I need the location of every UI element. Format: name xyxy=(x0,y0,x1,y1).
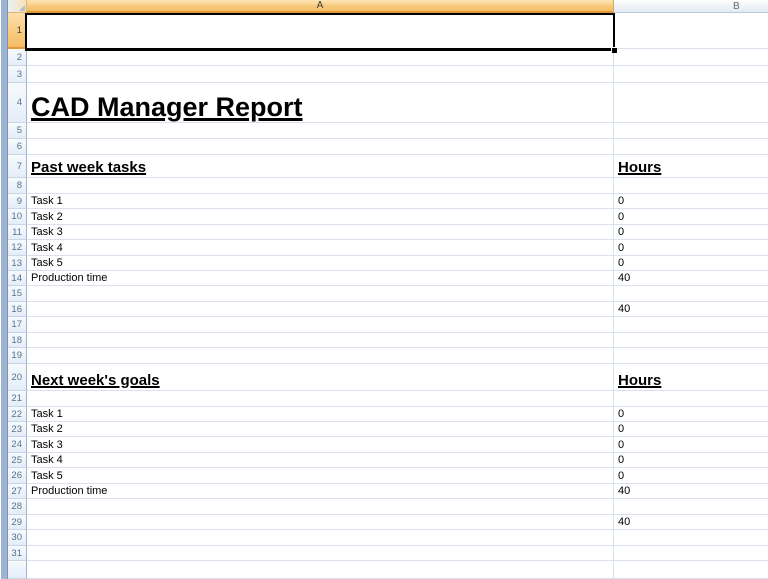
cell-A29[interactable] xyxy=(27,515,614,530)
row-32 xyxy=(8,561,768,579)
row-header-2[interactable]: 2 xyxy=(8,49,27,66)
cell-B11-text: 0 xyxy=(618,226,625,238)
row-21 xyxy=(8,391,768,407)
cell-A9-text: Task 1 xyxy=(31,195,63,207)
cell-A7[interactable] xyxy=(27,155,614,178)
row-23 xyxy=(8,422,768,437)
row-header-23[interactable]: 23 xyxy=(8,422,27,437)
row-header-5[interactable]: 5 xyxy=(8,123,27,139)
selection-border[interactable] xyxy=(25,13,615,51)
rows-container xyxy=(8,13,768,579)
row-14 xyxy=(8,271,768,286)
cell-B25[interactable] xyxy=(614,453,768,468)
column-header-B-label: B xyxy=(733,1,740,12)
cell-A7-text: Past week tasks xyxy=(31,158,147,176)
row-header-17[interactable]: 17 xyxy=(8,317,27,333)
row-header-4[interactable]: 4 xyxy=(8,83,27,123)
cell-A25[interactable] xyxy=(27,453,614,468)
cell-B20-text: Hours xyxy=(618,371,662,389)
cell-B25-text: 0 xyxy=(618,454,625,466)
cell-A27-text: Production time xyxy=(31,485,108,497)
cell-B12-text: 0 xyxy=(618,242,625,254)
cell-A13[interactable] xyxy=(27,256,614,271)
row-header-10[interactable]: 10 xyxy=(8,209,27,225)
row-header-14[interactable]: 14 xyxy=(8,271,27,286)
cell-A19[interactable] xyxy=(27,348,614,364)
cell-A24-text: Task 3 xyxy=(31,439,63,451)
cell-B15[interactable] xyxy=(614,286,768,302)
row-header-21[interactable]: 21 xyxy=(8,391,27,407)
cell-A31[interactable] xyxy=(27,546,614,561)
cell-A9[interactable] xyxy=(27,194,614,209)
cell-B23-text: 0 xyxy=(618,423,625,435)
cell-B16-text: 40 xyxy=(618,303,631,315)
cell-B14-text: 40 xyxy=(618,272,631,284)
cell-B10-text: 0 xyxy=(618,211,625,223)
cell-B4[interactable] xyxy=(614,83,768,123)
cell-A10-text: Task 2 xyxy=(31,211,63,223)
cell-B3[interactable] xyxy=(614,66,768,83)
row-17 xyxy=(8,317,768,333)
cell-A23[interactable] xyxy=(27,422,614,437)
cell-B28[interactable] xyxy=(614,499,768,515)
window-frame-strip xyxy=(0,0,8,579)
cell-A25-text: Task 4 xyxy=(31,454,63,466)
row-11 xyxy=(8,225,768,240)
cell-A15[interactable] xyxy=(27,286,614,302)
cell-B19[interactable] xyxy=(614,348,768,364)
cell-B9[interactable] xyxy=(614,194,768,209)
cell-A14-text: Production time xyxy=(31,272,108,284)
row-8 xyxy=(8,178,768,194)
cell-A22[interactable] xyxy=(27,407,614,422)
cell-A14[interactable] xyxy=(27,271,614,286)
select-all-triangle-icon xyxy=(19,5,25,11)
cell-B10[interactable] xyxy=(614,209,768,225)
row-header-30[interactable]: 30 xyxy=(8,530,27,546)
cell-A20[interactable] xyxy=(27,364,614,391)
worksheet-grid xyxy=(8,0,768,579)
cell-B8[interactable] xyxy=(614,178,768,194)
cell-A11[interactable] xyxy=(27,225,614,240)
row-7 xyxy=(8,155,768,178)
row-header-9[interactable]: 9 xyxy=(8,194,27,209)
cell-B14[interactable] xyxy=(614,271,768,286)
cell-B27[interactable] xyxy=(614,484,768,499)
cell-A5[interactable] xyxy=(27,123,614,139)
cell-A26-text: Task 5 xyxy=(31,470,63,482)
row-25 xyxy=(8,453,768,468)
column-header-B[interactable] xyxy=(614,0,768,13)
row-9 xyxy=(8,194,768,209)
cell-B22-text: 0 xyxy=(618,408,625,420)
row-5 xyxy=(8,123,768,139)
row-header-12[interactable]: 12 xyxy=(8,240,27,256)
cell-A28[interactable] xyxy=(27,499,614,515)
cell-A20-text: Next week's goals xyxy=(31,371,160,389)
row-header-20[interactable]: 20 xyxy=(8,364,27,391)
row-24 xyxy=(8,437,768,453)
row-18 xyxy=(8,333,768,348)
row-10 xyxy=(8,209,768,225)
row-header-31[interactable]: 31 xyxy=(8,546,27,561)
row-header-15[interactable]: 15 xyxy=(8,286,27,302)
cell-A13-text: Task 5 xyxy=(31,257,63,269)
row-header-6[interactable]: 6 xyxy=(8,139,27,155)
cell-B13[interactable] xyxy=(614,256,768,271)
cell-B11[interactable] xyxy=(614,225,768,240)
cell-A16[interactable] xyxy=(27,302,614,317)
cell-A10[interactable] xyxy=(27,209,614,225)
row-header-16[interactable]: 16 xyxy=(8,302,27,317)
cell-A3[interactable] xyxy=(27,66,614,83)
cell-A30[interactable] xyxy=(27,530,614,546)
cell-B27-text: 40 xyxy=(618,485,631,497)
cell-B31[interactable] xyxy=(614,546,768,561)
column-header-A-label: A xyxy=(316,0,324,11)
cell-B16[interactable] xyxy=(614,302,768,317)
row-29 xyxy=(8,515,768,530)
cell-B24-text: 0 xyxy=(618,439,625,451)
cell-B32[interactable] xyxy=(614,561,768,579)
row-26 xyxy=(8,468,768,484)
row-header-27[interactable]: 27 xyxy=(8,484,27,499)
cell-B6[interactable] xyxy=(614,139,768,155)
row-header-22[interactable]: 22 xyxy=(8,407,27,422)
row-header-19[interactable]: 19 xyxy=(8,348,27,364)
row-3 xyxy=(8,66,768,83)
row-header-7[interactable]: 7 xyxy=(8,155,27,178)
row-22 xyxy=(8,407,768,422)
row-header-26[interactable]: 26 xyxy=(8,468,27,484)
row-header-24[interactable]: 24 xyxy=(8,437,27,453)
cell-B13-text: 0 xyxy=(618,257,625,269)
cell-B29[interactable] xyxy=(614,515,768,530)
cell-B18[interactable] xyxy=(614,333,768,348)
cell-B24[interactable] xyxy=(614,437,768,453)
cell-A17[interactable] xyxy=(27,317,614,333)
cell-B20[interactable] xyxy=(614,364,768,391)
row-header-1[interactable]: 1 xyxy=(8,13,27,49)
cell-A21[interactable] xyxy=(27,391,614,407)
row-header-13[interactable]: 13 xyxy=(8,256,27,271)
cell-A4[interactable] xyxy=(27,83,614,123)
row-27 xyxy=(8,484,768,499)
fill-handle[interactable] xyxy=(611,47,617,53)
cell-B23[interactable] xyxy=(614,422,768,437)
cell-B17[interactable] xyxy=(614,317,768,333)
cell-B7-text: Hours xyxy=(618,158,662,176)
row-31 xyxy=(8,546,768,561)
cell-B12[interactable] xyxy=(614,240,768,256)
cell-B26-text: 0 xyxy=(618,470,625,482)
row-2 xyxy=(8,49,768,66)
row-20 xyxy=(8,364,768,391)
cell-B26[interactable] xyxy=(614,468,768,484)
row-4 xyxy=(8,83,768,123)
cell-A22-text: Task 1 xyxy=(31,408,63,420)
cell-B7[interactable] xyxy=(614,155,768,178)
row-header-32[interactable] xyxy=(8,561,27,579)
cell-A26[interactable] xyxy=(27,468,614,484)
row-30 xyxy=(8,530,768,546)
row-header-18[interactable]: 18 xyxy=(8,333,27,348)
cell-A27[interactable] xyxy=(27,484,614,499)
row-header-28[interactable]: 28 xyxy=(8,499,27,515)
column-header-row xyxy=(8,0,768,13)
cell-B30[interactable] xyxy=(614,530,768,546)
row-header-8[interactable]: 8 xyxy=(8,178,27,194)
row-header-3[interactable]: 3 xyxy=(8,66,27,83)
cell-A18[interactable] xyxy=(27,333,614,348)
cell-B29-text: 40 xyxy=(618,516,631,528)
cell-A32[interactable] xyxy=(27,561,614,579)
row-16 xyxy=(8,302,768,317)
cell-B2[interactable] xyxy=(614,49,768,66)
row-28 xyxy=(8,499,768,515)
row-12 xyxy=(8,240,768,256)
row-15 xyxy=(8,286,768,302)
cell-A11-text: Task 3 xyxy=(31,226,63,238)
row-header-29[interactable]: 29 xyxy=(8,515,27,530)
row-13 xyxy=(8,256,768,271)
row-header-25[interactable]: 25 xyxy=(8,453,27,468)
select-all-corner[interactable] xyxy=(8,0,27,13)
cell-B22[interactable] xyxy=(614,407,768,422)
cell-A8[interactable] xyxy=(27,178,614,194)
cell-A23-text: Task 2 xyxy=(31,423,63,435)
column-header-A[interactable] xyxy=(27,0,614,13)
cell-A24[interactable] xyxy=(27,437,614,453)
cell-B9-text: 0 xyxy=(618,195,625,207)
cell-B5[interactable] xyxy=(614,123,768,139)
cell-B1[interactable] xyxy=(614,13,768,49)
cell-A6[interactable] xyxy=(27,139,614,155)
row-6 xyxy=(8,139,768,155)
row-header-11[interactable]: 11 xyxy=(8,225,27,240)
cell-A12-text: Task 4 xyxy=(31,242,63,254)
row-19 xyxy=(8,348,768,364)
cell-A4-text: CAD Manager Report xyxy=(31,91,303,122)
cell-A12[interactable] xyxy=(27,240,614,256)
cell-A2[interactable] xyxy=(27,49,614,66)
cell-B21[interactable] xyxy=(614,391,768,407)
